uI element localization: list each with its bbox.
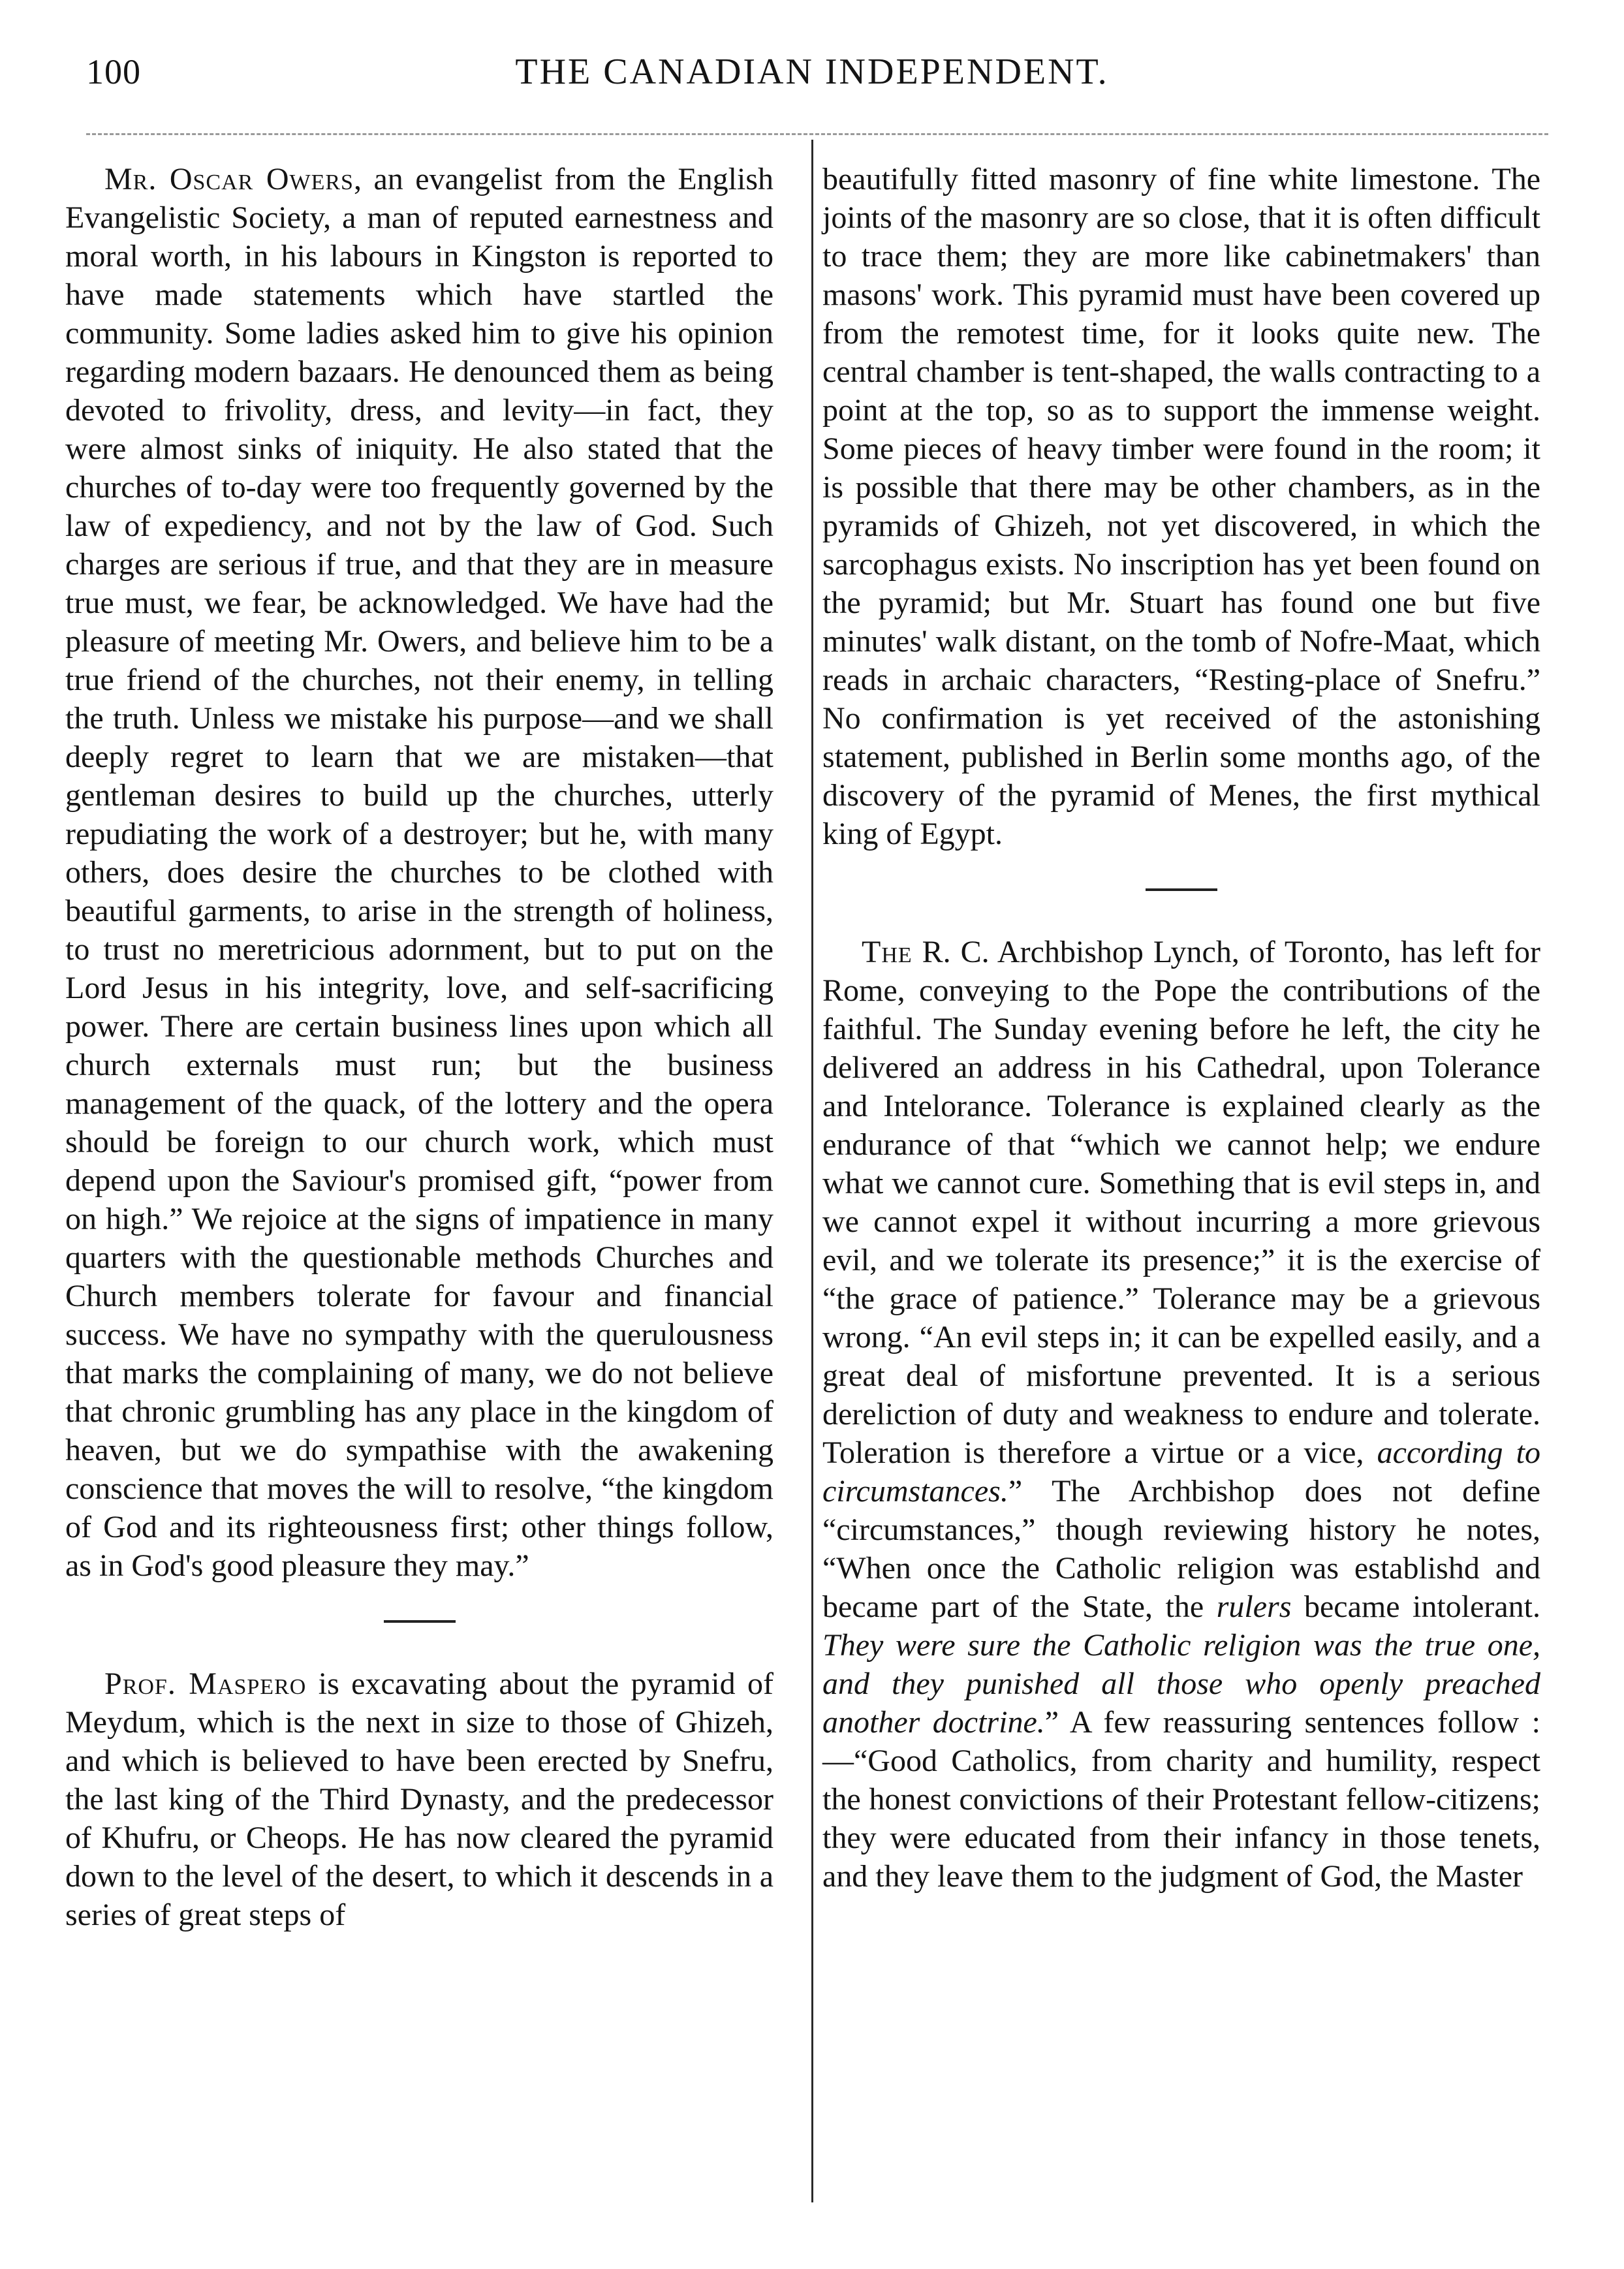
page-header <box>0 46 1624 98</box>
article-maspero-continued <box>822 160 1540 853</box>
article-lynch <box>822 933 1540 1896</box>
paragraph-text: became intolerant. <box>1291 1589 1540 1624</box>
paragraph-text: is excavating about the pyramid of Meydum, which is the next in size to those of Ghizeh, and which is believed to have been erected by Snefru, the last king of the Third Dynasty, and the predecessor of Khufru, or Cheops. He has now cleared the pyramid down to the level of the desert, to which it descends in a series of great steps of <box>65 1667 773 1932</box>
paragraph-text: , an evangelist from the English Evangelistic Society, a man of reputed earnestness and moral worth, in his labours in Kingston is reported to have made statements which have startled the community. Some ladies asked him to give his opinion regarding modern bazaars. He denounced them as being devoted to frivolity, dress, and levity—in fact, they were almost sinks of iniquity. He also stated that the churches of to-day were too frequently governed by the law of expediency, and not by the law of God. Such charges are serious if true, and that they are in measure true must, we fear, be acknowledged. We have had the pleasure of meeting Mr. Owers, and believe him to be a true friend of the churches, not their enemy, in telling the truth. Unless we mistake his purpose—and we shall deeply regret to learn that we are mistaken—that gentleman desires to build up the churches, utterly repudiating the work of a destroyer; but he, with many others, does desire the churches to be clothed with beautiful garments, to arise in the strength of holiness, to trust no meretricious adornment, but to put on the Lord Jesus in his integrity, love, and self-sacrificing power. There are certain business lines upon which all church externals must run; but the business management of the quack, of the lottery and the opera should be foreign to our church work, which must depend upon the Saviour's promised gift, “power from on high.” We rejoice at the signs of impatience in many quarters with the questionable methods Churches and Church members tolerate for favour and financial success. We have no sympathy with the querulousness that marks the complaining of many, we do not believe that chronic grumbling has any place in the kingdom of heaven, but we do sympathise with the awakening conscience that moves the will to resolve, “the kingdom of God and its righteousness first; other things follow, as in God's good pleasure they may.” <box>65 162 774 1583</box>
lead-words: Prof. Maspero <box>104 1667 307 1701</box>
page-number: 100 <box>86 52 141 91</box>
paragraph-text: ” The Archbishop does not define “circumstances,” though reviewing history he notes, “When once the Catholic religion was establishd and became part of the State, the <box>822 1474 1540 1624</box>
section-separator <box>384 1620 456 1623</box>
lead-words: Mr. Oscar Owers <box>104 162 354 196</box>
italic-phrase: They were sure the Catholic religion was the true one, and they punished all those who openly preached another doctrine. <box>822 1628 1540 1740</box>
running-title: THE CANADIAN INDEPENDENT. <box>515 52 1109 92</box>
italic-phrase: according to circumstances. <box>822 1435 1540 1509</box>
column-divider <box>811 140 813 2202</box>
paragraph-text: ” A few reassuring sentences follow :—“Good Catholics, from charity and humility, respect the honest convictions of their Protestant fellow-citizens; they were educated from their infancy in those tenets, and they leave them to the judgment of God, the Master <box>822 1705 1541 1894</box>
italic-phrase: rulers <box>1216 1589 1292 1624</box>
header-rule <box>86 133 1548 135</box>
article-owers <box>65 160 773 1585</box>
paragraph-text: beautifully fitted masonry of fine white limestone. The joints of the masonry are so close, that it is often difficult to trace them; they are more like cabinetmakers' than masons' work. This pyramid must have been covered up from the remotest time, for it looks quite new. The central chamber is tent-shaped, the walls contracting to a point at the top, so as to support the immense weight. Some pieces of heavy timber were found in the room; it is possible that there may be other chambers, as in the pyramids of Ghizeh, not yet discovered, in which the sarcophagus exists. No inscription has yet been found on the pyramid; but Mr. Stuart has found one but five minutes' walk distant, on the tomb of Nofre-Maat, which reads in archaic characters, “Resting-place of Snefru.” No confirmation is yet received of the astonishing statement, published in Berlin some months ago, of the discovery of the pyramid of Menes, the first mythical king of Egypt. <box>822 162 1540 851</box>
paragraph-text: R. C. Archbishop Lynch, of Toronto, has left for Rome, conveying to the Pope the contributions of the faithful. The Sunday evening before he left, the city he delivered an address in his Cathedral, upon Tolerance and Intelorance. Tolerance is explained clearly as the endurance of that “which we cannot help; we endure what we cannot cure. Something that is evil steps in, and we cannot expel it without incurring a more grievous evil, and we tolerate its presence;” it is the exercise of “the grace of patience.” Tolerance may be a grievous wrong. “An evil steps in; it can be expelled easily, and a great deal of misfortune prevented. It is a serious dereliction of duty and weakness to endure and tolerate. Toleration is therefore a virtue or a vice, <box>822 935 1540 1470</box>
article-maspero <box>65 1665 773 1934</box>
left-column <box>65 160 773 1934</box>
section-separator <box>1146 888 1217 891</box>
lead-words: The <box>862 935 913 969</box>
right-column <box>822 160 1540 1896</box>
